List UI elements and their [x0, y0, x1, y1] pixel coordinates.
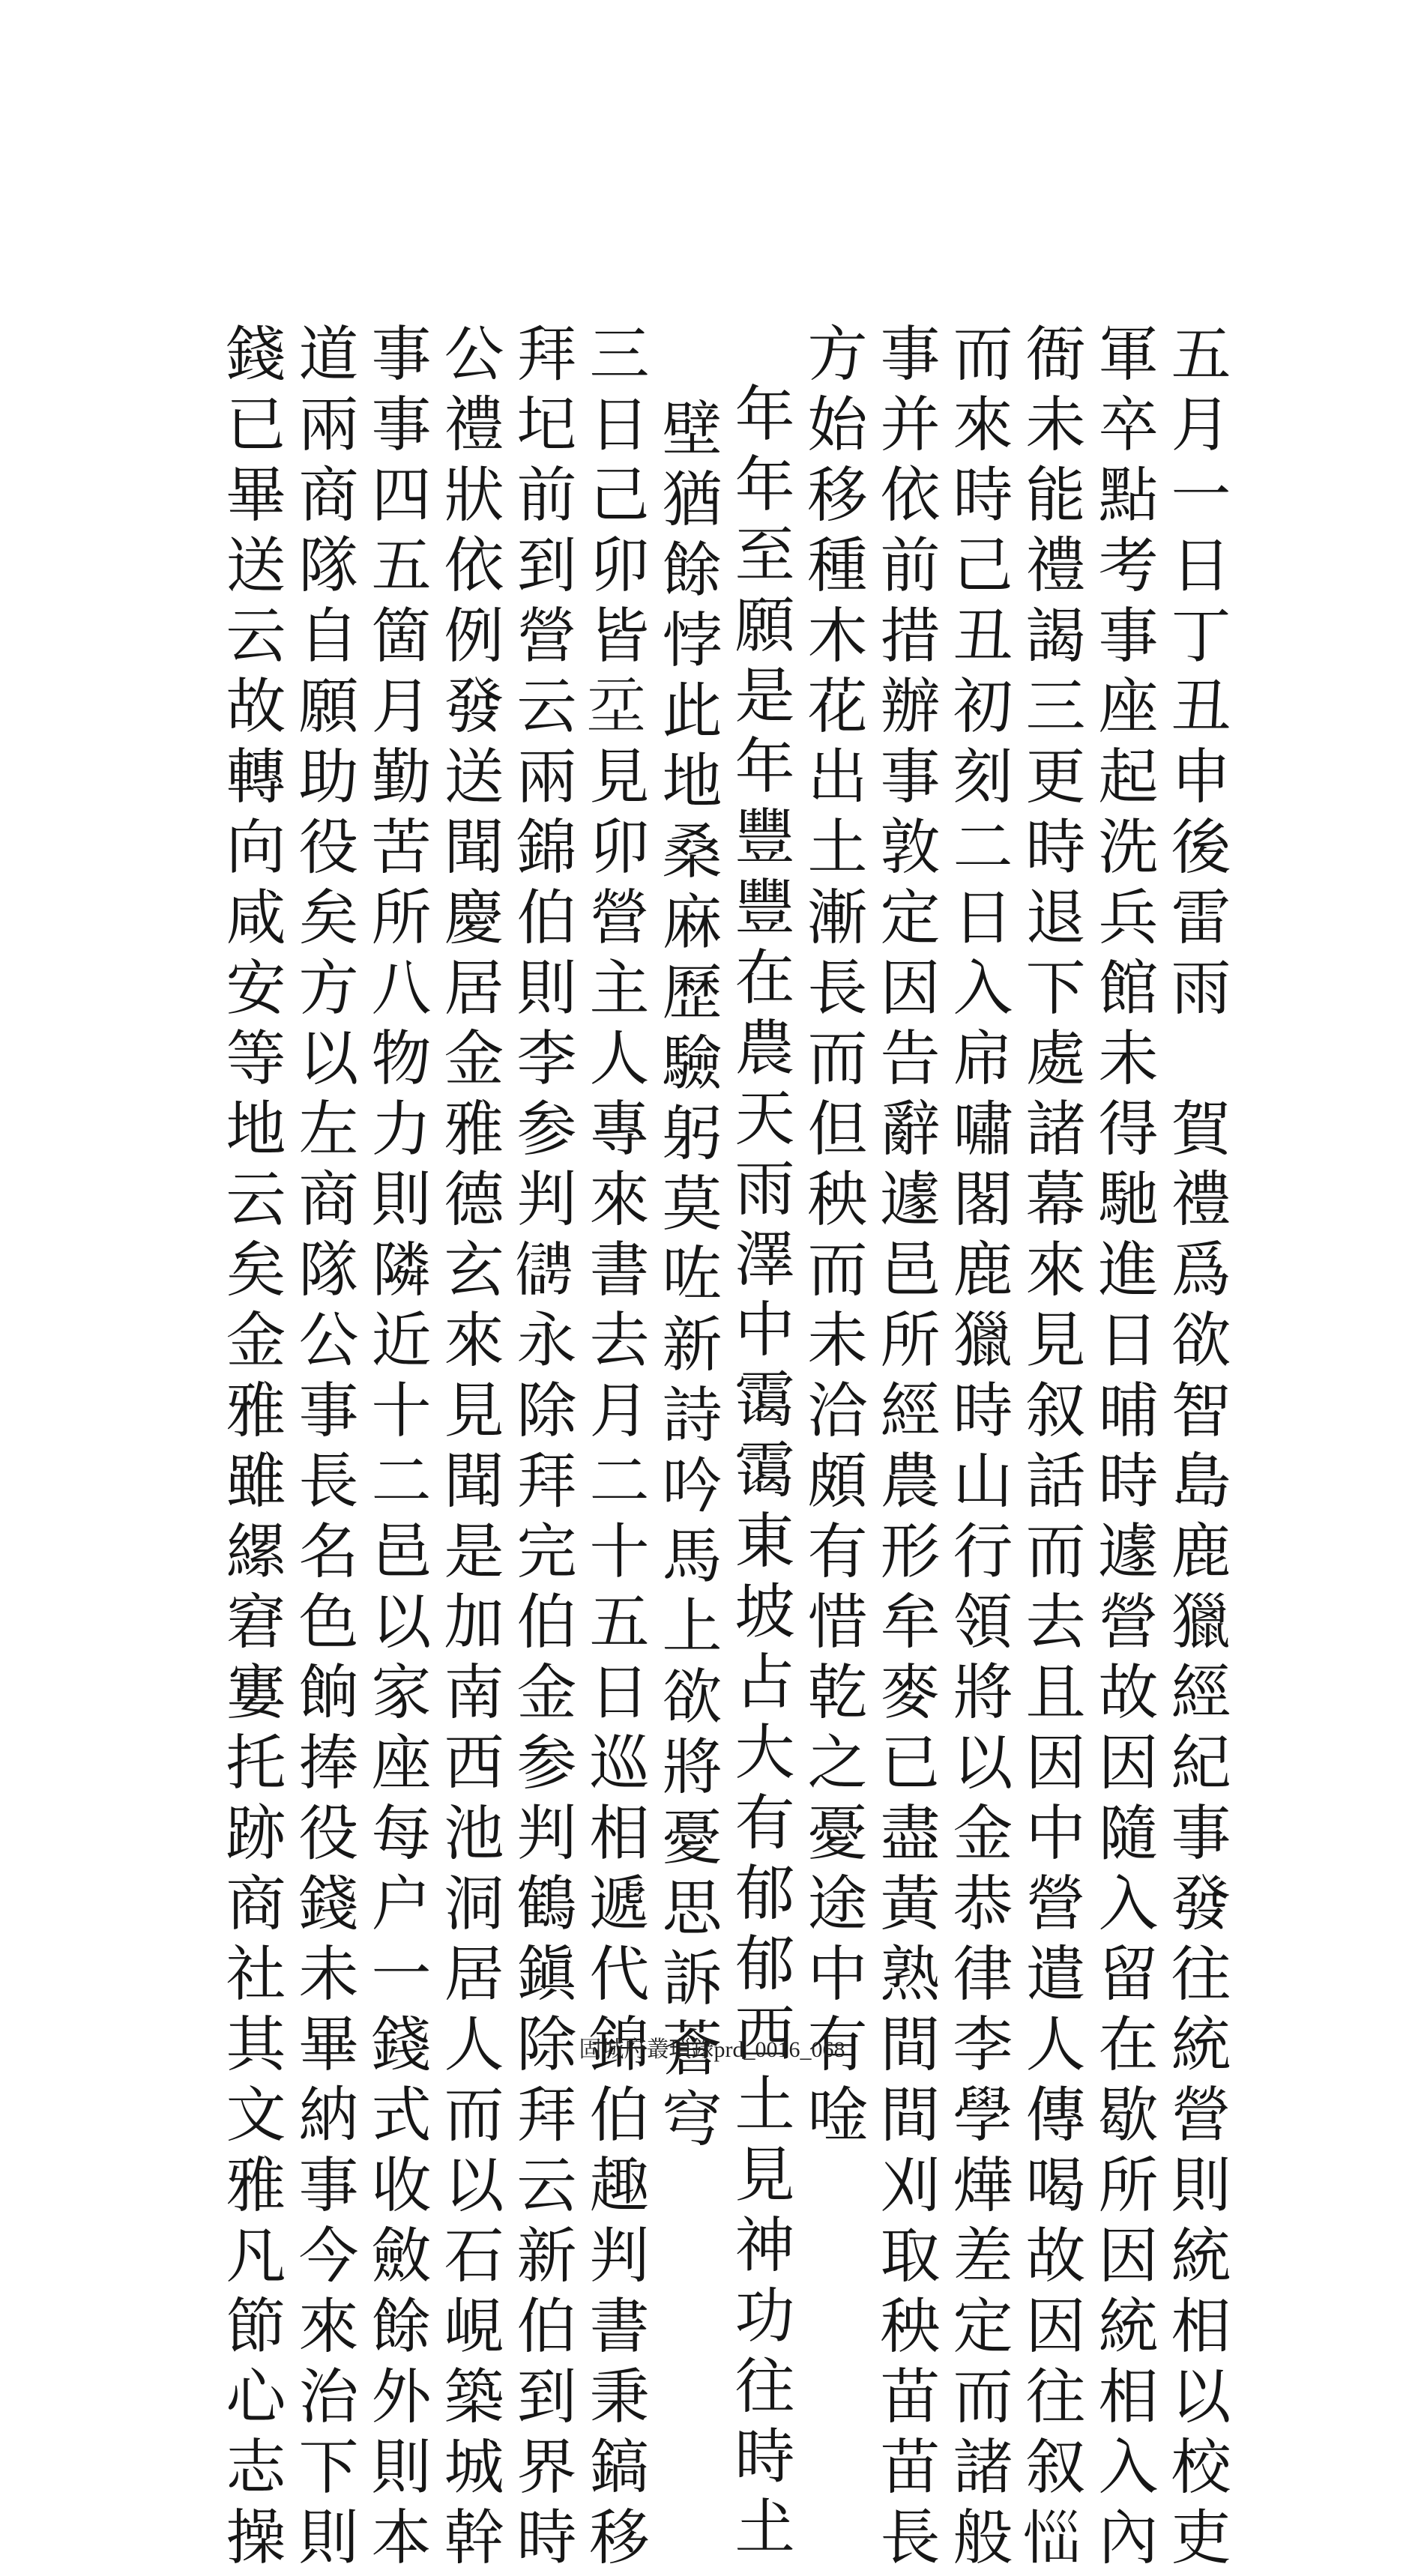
poem-column-1: 年年至願是年豐豐在農天雨澤中霭霭東坡占大有郁郁西土見神功往時𡈽 [725, 382, 794, 2566]
text-column-6: 方始移種木花出土漸長而但秧而未洽頗有惜乾之憂途中有唫 [797, 322, 867, 2153]
text-column-1: 五月一日丁丑申後雷雨 賀禮爲欲智島鹿獵經紀事發往統營則統相以校吏 [1161, 322, 1231, 2576]
poem-column-2: 壁猶餘悖此地桑麻歷驗躬莫咗新詩吟馬上欲將憂思訴蒼穹 [652, 397, 722, 2158]
text-column-5: 事并依前措辦事敦定因告辭遽邑所經農形牟麥已盡黃熟間間刈取秧苗苗長 [870, 322, 940, 2576]
text-column-2: 軍卒點考事座起洗兵館未得馳進日晡時遽營故因隨入留在歇所因統相入內 [1088, 322, 1158, 2576]
text-column-11: 道兩商隊自願助役矣方以左商隊公事長名色餉捧役錢未畢納事今來治下則 [289, 322, 358, 2576]
page-footer-label: 固城府叢𤨏錄prd_0016_068 [579, 2037, 845, 2062]
text-column-8: 拜𡉏前到營云兩錦伯則李参判𢖊永除拜完伯金参判鶴鎭除拜云新伯到界時 [507, 322, 576, 2576]
text-column-4: 而來時己丑初刻二日入帍嘯閣鹿獵時山行領將以金恭律李學燁差定而諸般 [943, 322, 1013, 2576]
text-column-3: 衙未能禮謁三更時退下處諸幕來見叙話而去且因中營遣人傳喝故因往叙𢙉 [1016, 322, 1085, 2576]
text-column-9: 公禮狀依例發送聞慶居金雅德玄來見聞是加南西池洞居人而以石峴築城幹 [434, 322, 504, 2576]
text-column-7: 三日己卯皆𡉝見卯營主人專來書去月二十五日巡相遞代錦伯趣判書秉鎬移 [579, 322, 649, 2576]
text-column-12: 錢已畢送云故轉向咸安等地云矣金雅雖縲窘寠托跡商社其文雅凡節心志操 [216, 322, 286, 2576]
text-column-10: 事事四五箇月勤苦所八物力則隣近十二邑以家座每户一錢式收斂餘外則本 [361, 322, 431, 2576]
